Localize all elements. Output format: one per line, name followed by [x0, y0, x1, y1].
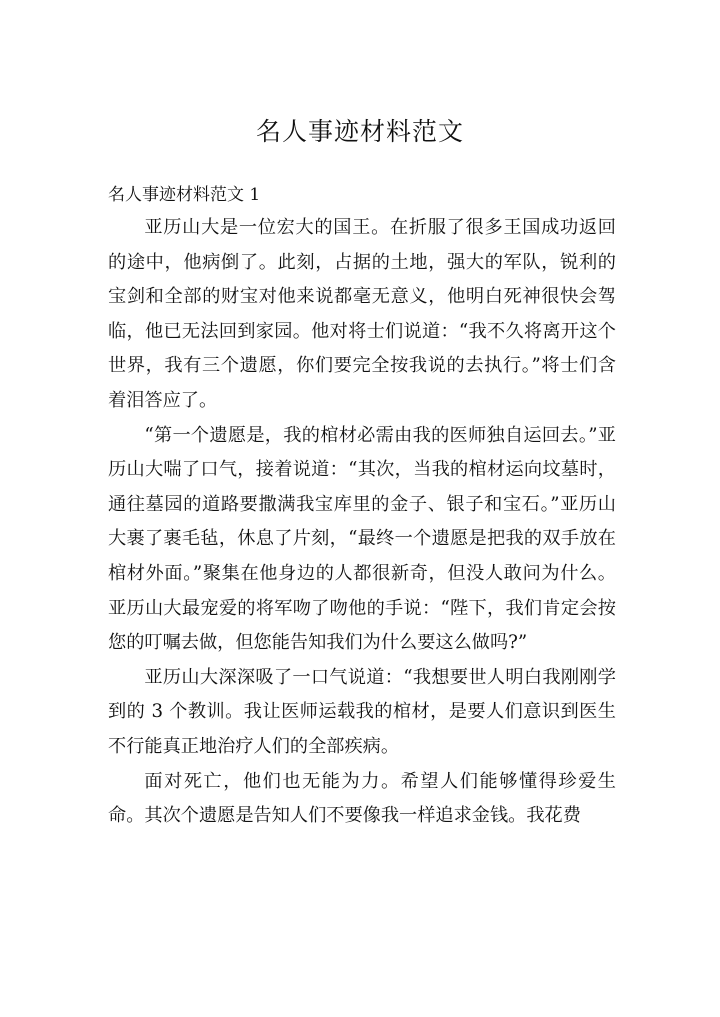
paragraph-3: 亚历山大深深吸了一口气说道：“我想要世人明白我刚刚学到的 3 个教训。我让医师运载我的棺材，是要人们意识到医生不行能真正地治疗人们的全部疾病。: [108, 666, 616, 757]
paragraph-4: 面对死亡，他们也无能为力。希望人们能够懂得珍爱生命。其次个遗愿是告知人们不要像我一样追求金钱。我花费: [108, 770, 616, 827]
document-body: [108, 211, 616, 834]
paragraph-1: 亚历山大是一位宏大的国王。在折服了很多王国成功返回的途中，他病倒了。此刻，占据的土地，强大的军队，锐利的宝剑和全部的财宝对他来说都毫无意义，他明白死神很快会驾临，他已无法回到家园。他对将士们说道：“我不久将离开这个世界，我有三个遗愿，你们要完全按我说的去执行。”将士们含着泪答应了。: [108, 217, 616, 411]
paragraph-2: “第一个遗愿是，我的棺材必需由我的医师独自运回去。”亚历山大喘了口气，接着说道：“其次，当我的棺材运向坟墓时，通往墓园的道路要撒满我宝库里的金子、银子和宝石。”亚历山大裹了裹毛毡，休息了片刻，“最终一个遗愿是把我的双手放在棺材外面。”聚集在他身边的人都很新奇，但没人敢问为什么。亚历山大最宠爱的将军吻了吻他的手说：“陛下，我们肯定会按您的叮嘱去做，但您能告知我们为什么要这么做吗?”: [108, 424, 616, 654]
document-title: 名人事迹材料范文: [255, 117, 464, 146]
document-subtitle: 名人事迹材料范文 1: [108, 185, 261, 205]
